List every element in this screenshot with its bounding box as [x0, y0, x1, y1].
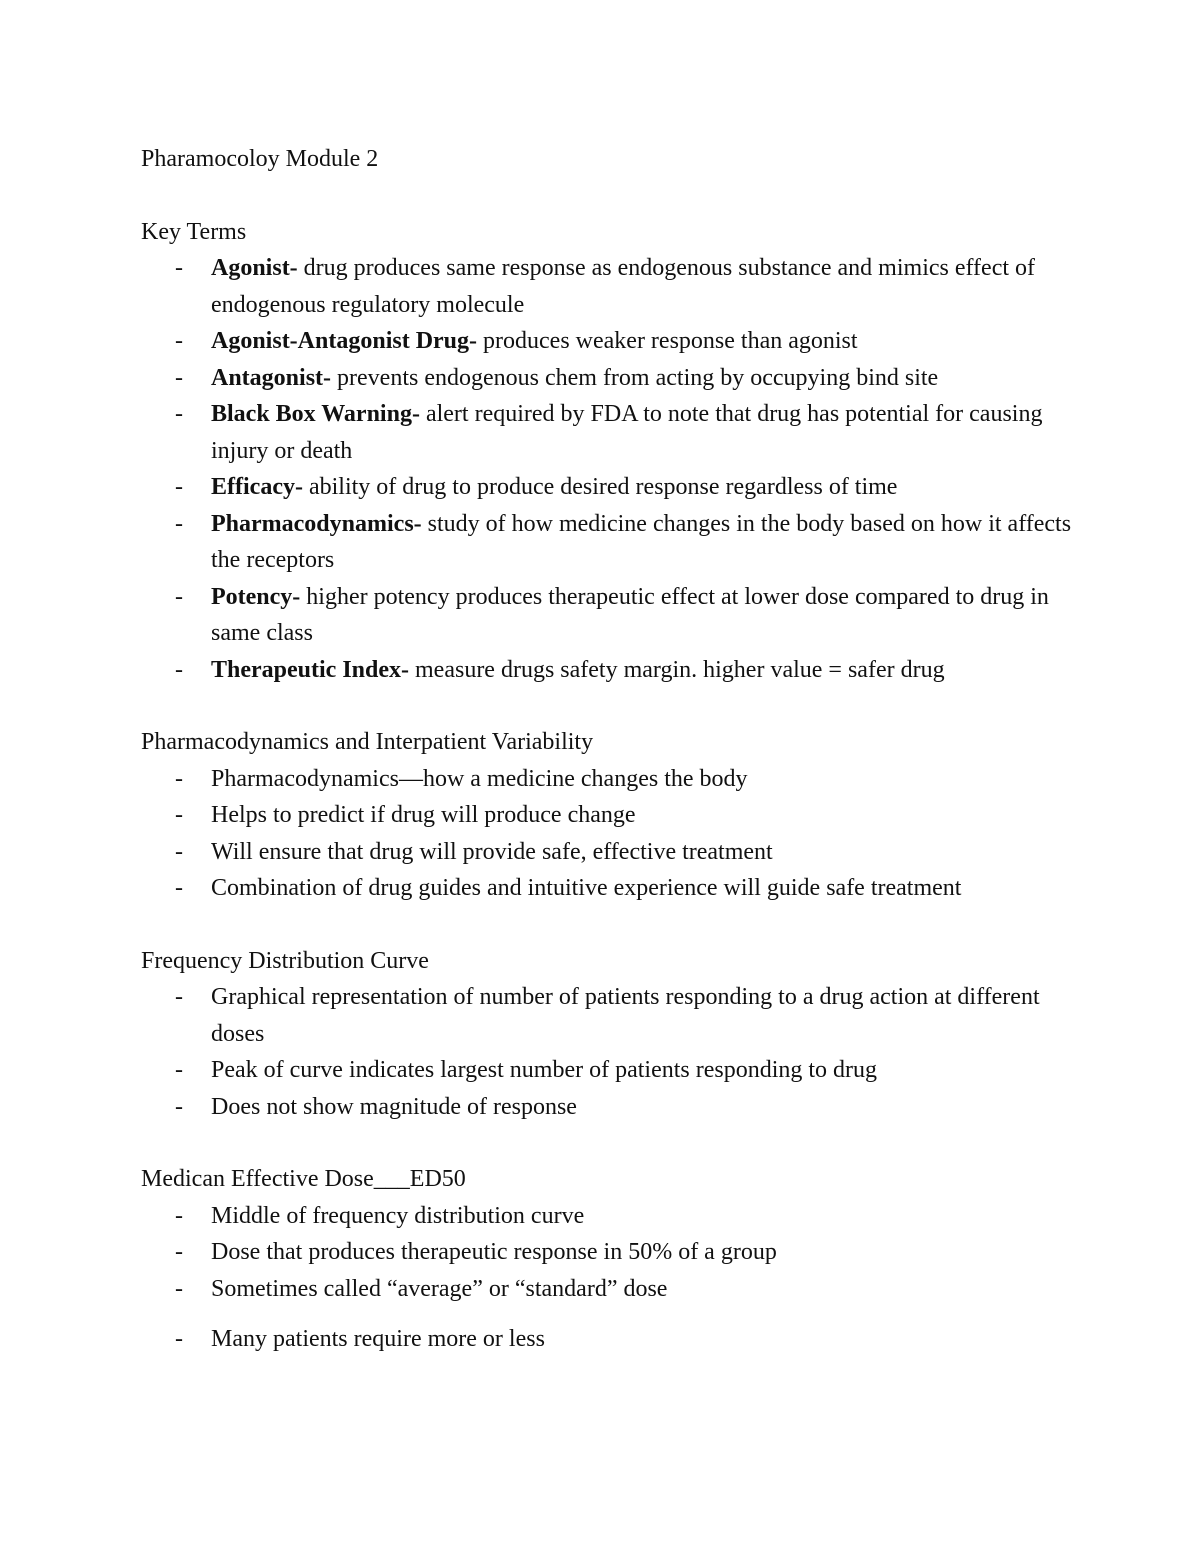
list-item: [141, 870, 1076, 907]
section-heading: Frequency Distribution Curve: [141, 947, 429, 974]
list-item: [141, 1271, 1076, 1308]
bullet-dash: -: [175, 583, 183, 610]
list-item-text: Does not show magnitude of response: [211, 1093, 577, 1120]
list-item-text: Sometimes called “average” or “standard” dose: [211, 1275, 668, 1302]
list-item-text: Middle of frequency distribution curve: [211, 1202, 585, 1229]
list-item-text: Many patients require more or less: [211, 1326, 545, 1352]
bullet-dash: -: [175, 510, 183, 537]
list-item-text: Pharmacodynamics—how a medicine changes the body: [211, 765, 748, 792]
bullet-dash: -: [175, 255, 183, 281]
list-item: [141, 360, 1076, 397]
list-item: [141, 834, 1076, 871]
list-item: [141, 979, 1076, 1052]
bullet-dash: -: [175, 656, 183, 683]
bullet-dash: -: [175, 401, 183, 427]
list-item-text: Graphical representation of number of patients responding to a drug action at different doses: [211, 984, 1040, 1047]
list-item: [141, 797, 1076, 834]
list-item-text: Combination of drug guides and intuitive experience will guide safe treatment: [211, 875, 962, 901]
section-median-effective-dose: [141, 1161, 1076, 1358]
bullet-dash: -: [175, 474, 183, 500]
bullet-dash: -: [175, 364, 183, 391]
bullet-dash: -: [175, 802, 183, 828]
list-item: [141, 1321, 1076, 1358]
section-heading: Medican Effective Dose___ED50: [141, 1166, 466, 1192]
bullet-dash: -: [175, 984, 183, 1010]
term-label: Pharmacodynamics-: [211, 510, 422, 537]
section-interpatient-variability: [141, 724, 1076, 907]
bullet-list: [141, 979, 1076, 1125]
term-label: Agonist-: [211, 255, 298, 281]
bullet-dash: -: [175, 765, 183, 792]
list-item: [141, 396, 1076, 469]
list-item-text: Helps to predict if drug will produce change: [211, 802, 636, 828]
term-definition: produces weaker response than agonist: [477, 328, 858, 354]
document-body: [141, 141, 1076, 1358]
term-definition: measure drugs safety margin. higher value = safer drug: [409, 656, 945, 683]
bullet-list: [141, 1198, 1076, 1358]
term-definition: alert required by FDA to note that drug has potential for causing injury or death: [211, 401, 1043, 464]
bullet-list: [141, 250, 1076, 688]
term-label: Agonist-Antagonist Drug-: [211, 328, 478, 354]
list-item: [141, 469, 1076, 506]
list-item-text: Peak of curve indicates largest number of patients responding to drug: [211, 1057, 878, 1083]
term-label: Antagonist-: [211, 364, 332, 391]
bullet-dash: -: [175, 1057, 183, 1083]
list-item: [141, 1089, 1076, 1126]
list-item-text: Will ensure that drug will provide safe, effective treatment: [211, 838, 773, 865]
term-definition: ability of drug to produce desired response regardless of time: [302, 474, 898, 500]
term-label: Black Box Warning-: [211, 401, 420, 427]
bullet-dash: -: [175, 1239, 183, 1265]
term-definition: study of how medicine changes in the body based on how it affects the receptors: [211, 510, 1072, 573]
bullet-dash: -: [175, 875, 183, 901]
section-frequency-distribution: [141, 943, 1076, 1126]
bullet-dash: -: [175, 328, 183, 354]
list-item: [141, 1198, 1076, 1235]
list-item: [141, 579, 1076, 652]
section-heading: Key Terms: [141, 218, 247, 245]
list-item-text: Dose that produces therapeutic response in 50% of a group: [211, 1239, 777, 1265]
term-label: Efficacy-: [211, 474, 303, 500]
term-definition: higher potency produces therapeutic effect at lower dose compared to drug in same class: [211, 583, 1049, 646]
term-label: Potency-: [211, 583, 301, 610]
list-item: [141, 1234, 1076, 1271]
list-item: [141, 250, 1076, 323]
section-heading: Pharmacodynamics and Interpatient Variability: [141, 729, 594, 755]
document-title: Pharamocoloy Module 2: [141, 146, 379, 172]
term-definition: drug produces same response as endogenous substance and mimics effect of endogenous regulatory molecule: [211, 255, 1036, 318]
bullet-dash: -: [175, 838, 183, 865]
list-item: [141, 1052, 1076, 1089]
list-item: [141, 761, 1076, 798]
list-item: [141, 323, 1076, 360]
bullet-dash: -: [175, 1275, 183, 1302]
bullet-list: [141, 761, 1076, 907]
term-definition: prevents endogenous chem from acting by occupying bind site: [331, 364, 939, 391]
section-key-terms: [141, 214, 1076, 689]
term-label: Therapeutic Index-: [211, 656, 409, 683]
bullet-dash: -: [175, 1202, 183, 1229]
bullet-dash: -: [175, 1326, 183, 1352]
bullet-dash: -: [175, 1093, 183, 1120]
list-item: [141, 506, 1076, 579]
list-item: [141, 652, 1076, 689]
